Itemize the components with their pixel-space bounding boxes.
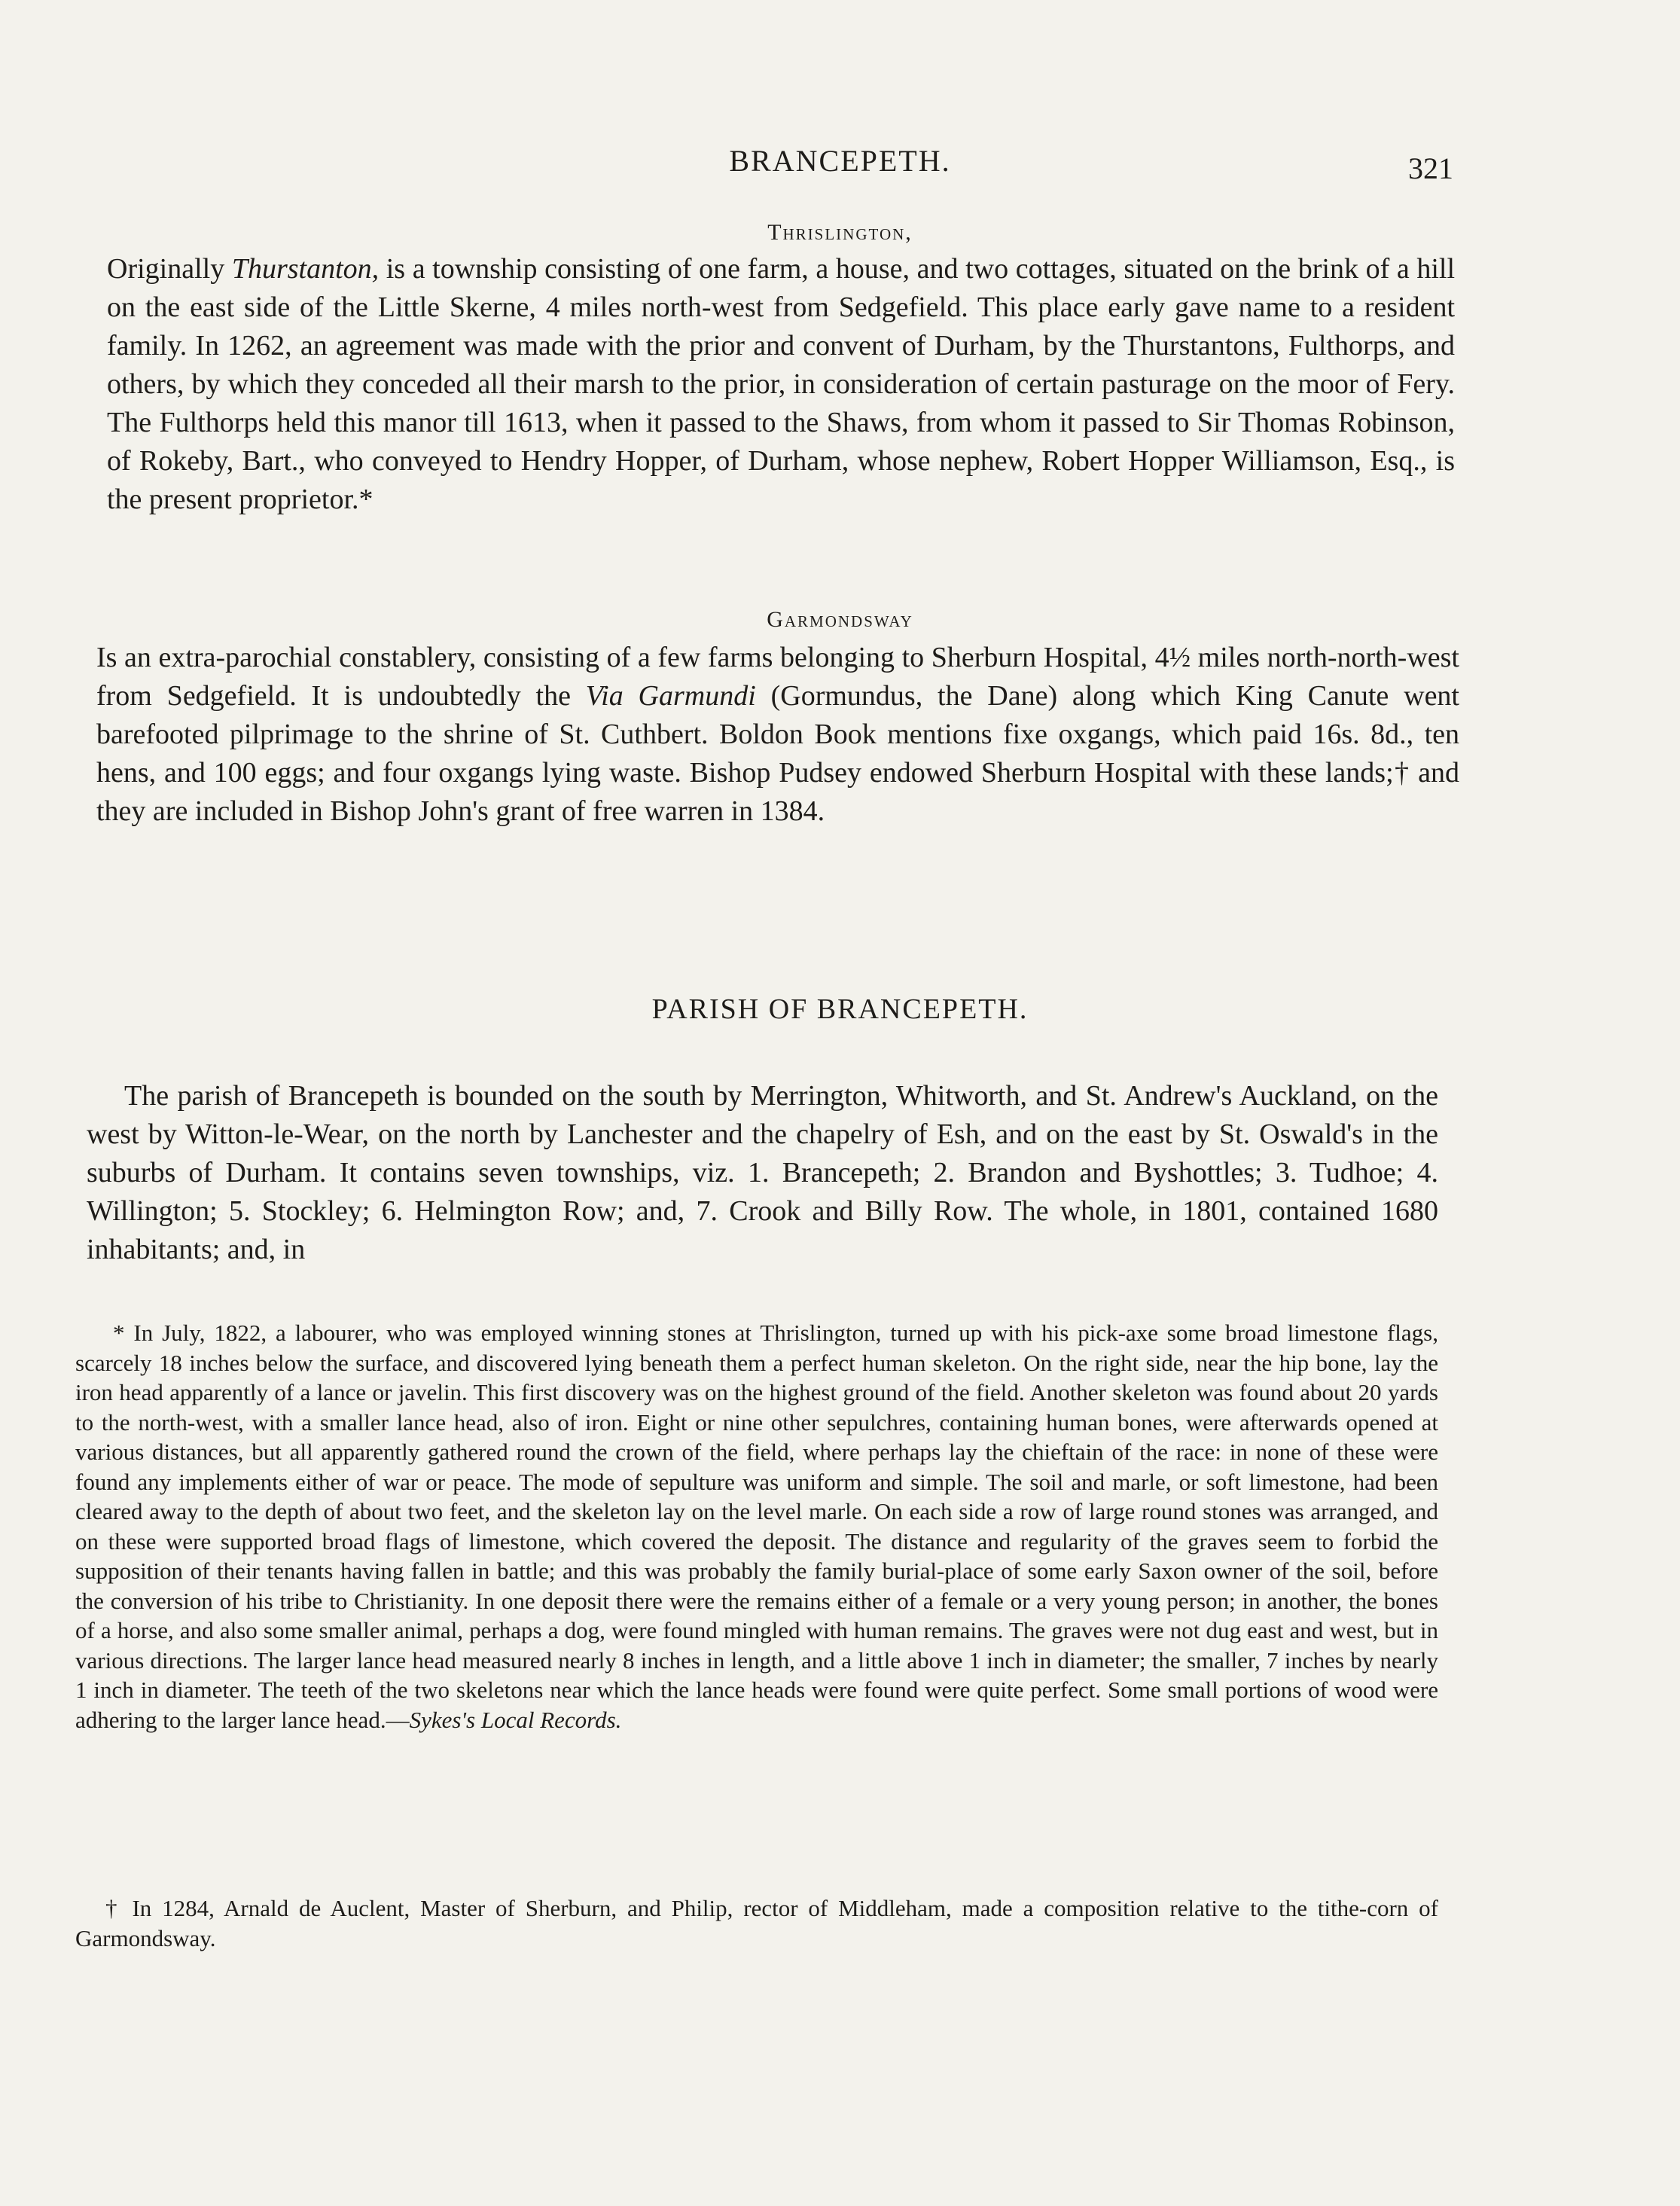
thrislington-italic-name: Thurstanton, <box>231 253 380 285</box>
thrislington-text-rest: is a township consisting of one farm, a house, and two cottages, situated on the brink of a hill on the east side of the Little Skerne, 4 miles north-west from Sedgefield. This place early gave name to a resident family. In 1262, an agreement was made with the prior and convent of Durham, by the Thurstantons, Fulthorps, and others, by which they conceded all their marsh to the prior, in consideration of certain pasturage on the moor of Fery. The Fulthorps held this manor till 1613, when it passed to the Shaws, from whom it passed to Sir Thomas Robinson, of Rokeby, Bart., who conveyed to Hendry Hopper, of Durham, whose nephew, Robert Hopper Williamson, Esq., is the present proprietor.* <box>107 253 1455 515</box>
paragraph-parish: The parish of Brancepeth is bounded on the south by Merrington, Whitworth, and St. Andrew's Auckland, on the west by Witton-le-Wear, on the north by Lanchester and the chapelry of Esh, and on the east by St. Oswald's in the suburbs of Durham. It contains seven townships, viz. 1. Brancepeth; 2. Brandon and Byshottles; 3. Tudhoe; 4. Willington; 5. Stockley; 6. Helmington Row; and, 7. Crook and Billy Row. The whole, in 1801, contained 1680 inhabitants; and, in <box>87 1080 1438 1265</box>
heading-garmondsway: Garmondsway <box>767 607 913 632</box>
garmondsway-text-rest: (Gormundus, the Dane) along which King Canute went barefooted pilprimage to the shrine of St. Cuthbert. Boldon Book mentions fixe oxgangs, which paid 16s. 8d., ten hens, and 100 eggs; and four oxgangs lying waste. Bishop Pudsey endowed Sherburn Hospital with these lands;† and they are included in Bishop John's grant of free warren in 1384. <box>96 680 1459 827</box>
running-head: BRANCEPETH. <box>729 144 951 178</box>
heading-thrislington: Thrislington, <box>767 220 913 245</box>
garmondsway-italic-name: Via Garmundi <box>585 680 756 712</box>
footnote-star <box>75 1318 1438 1735</box>
footnote-star-source: Sykes's Local Records. <box>409 1706 622 1733</box>
parish-title: PARISH OF BRANCEPETH. <box>651 993 1029 1025</box>
paragraph-garmondsway <box>96 639 1459 831</box>
garmondsway-text-prefix: Is an extra-parochial constablery, consisting of a few farms belonging to Sherburn Hospital, 4½ miles north-north-west from Sedgefield. It is undoubtedly the <box>96 642 1459 712</box>
footnote-dagger: † In 1284, Arnald de Auclent, Master of Sherburn, and Philip, rector of Middleham, made a composition relative to the tithe-corn of Garmondsway. <box>75 1895 1438 1951</box>
thrislington-text-prefix: Originally <box>107 253 232 285</box>
page-number: 321 <box>1408 151 1453 185</box>
paragraph-thrislington <box>107 250 1455 519</box>
footnote-star-text: * In July, 1822, a labourer, who was employed winning stones at Thrislington, turned up with his pick-axe some broad limestone flags, scarcely 18 inches below the surface, and discovered lying beneath them a perfect human skeleton. On the right side, near the hip bone, lay the iron head apparently of a lance or javelin. This first discovery was on the highest ground of the field. Another skeleton was found about 20 yards to the north-west, with a smaller lance head, also of iron. Eight or nine other sepulchres, containing human bones, were afterwards opened at various distances, but all apparently gathered round the crown of the field, where perhaps lay the chieftain of the race: in none of these were found any implements either of war or peace. The mode of sepulture was uniform and simple. The soil and marle, or soft limestone, had been cleared away to the depth of about two feet, and the skeleton lay on the level marle. On each side a row of large round stones was arranged, and on these were supported broad flags of limestone, which covered the deposit. The distance and regularity of the graves seem to forbid the supposition of their tenants having fallen in battle; and this was probably the family burial-place of some early Saxon owner of the soil, before the conversion of his tribe to Christianity. In one deposit there were the remains either of a female or a very young person; in another, the bones of a horse, and also some smaller animal, perhaps a dog, were found mingled with human remains. The graves were not dug east and west, but in various directions. The larger lance head measured nearly 8 inches in length, and a little above 1 inch in diameter; the smaller, 7 inches by nearly 1 inch in diameter. The teeth of the two skeletons near which the lance heads were found were quite perfect. Some small portions of wood were adhering to the larger lance head.— <box>75 1320 1438 1733</box>
